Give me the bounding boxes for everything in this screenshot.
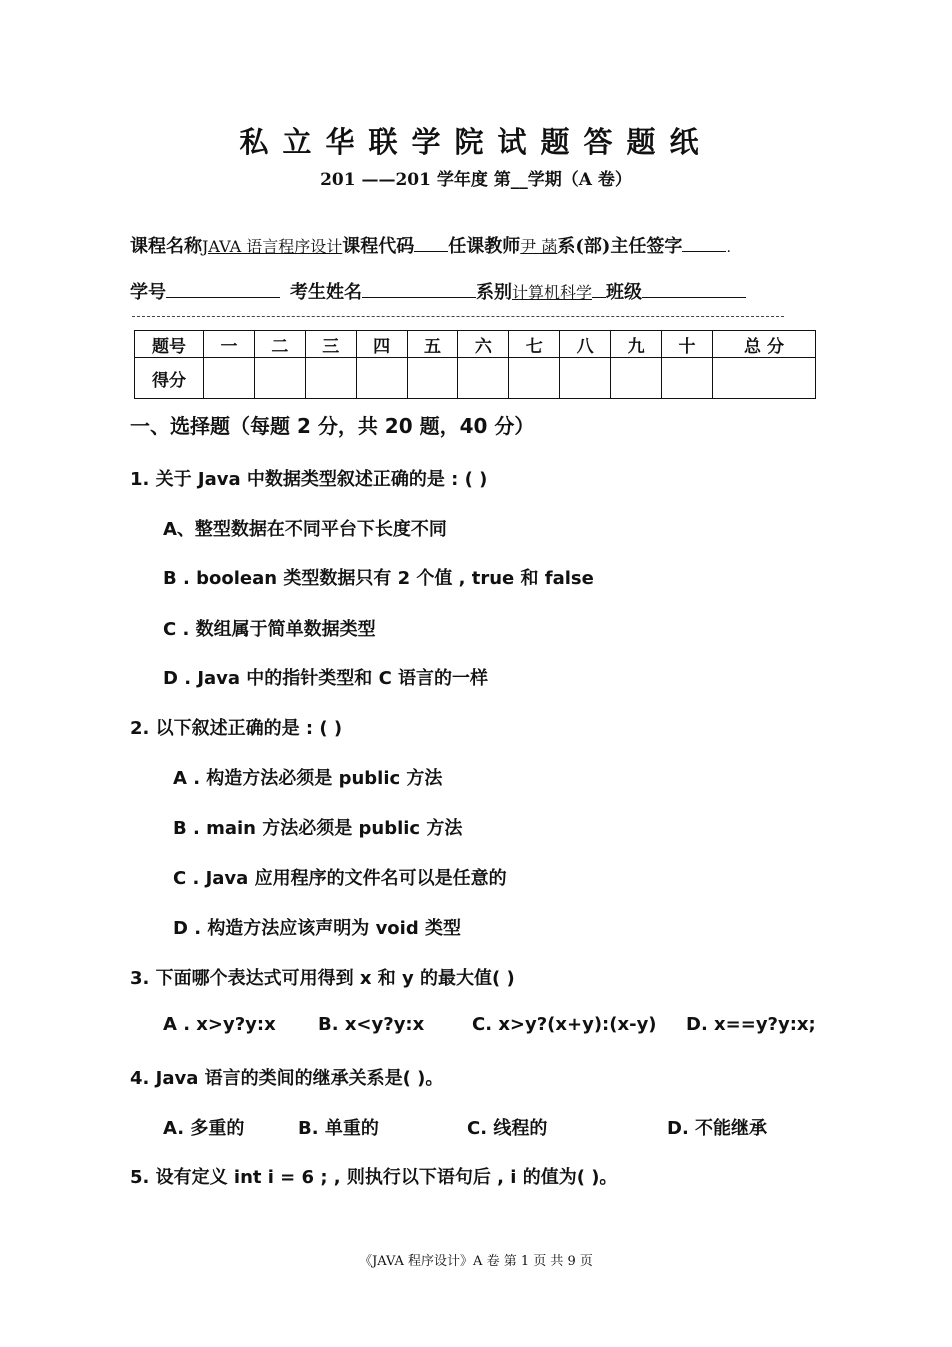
question-3-option-a: A . x>y?y:x	[163, 1014, 276, 1035]
score-cell	[458, 358, 509, 399]
score-cell	[611, 358, 662, 399]
trailing-dot: .	[726, 240, 731, 256]
score-col-9: 九	[611, 331, 662, 358]
course-name-value: JAVA 语言程序设计	[202, 237, 343, 256]
question-4-option-b: B. 单重的	[298, 1118, 379, 1139]
question-2-option-b: B . main 方法必须是 public 方法	[173, 818, 463, 839]
score-cell	[662, 358, 713, 399]
question-4-option-c: C. 线程的	[467, 1118, 548, 1139]
student-id-label: 学号	[130, 282, 166, 303]
score-cell	[509, 358, 560, 399]
score-table	[134, 330, 816, 399]
dept-sign-label: 系(部)主任签字	[557, 236, 683, 257]
dept-value: 计算机科学	[512, 283, 593, 302]
dept-blank	[592, 281, 606, 298]
dept-label: 系别	[476, 282, 512, 303]
question-4-option-d: D. 不能继承	[667, 1118, 768, 1139]
question-1-option-c: C . 数组属于简单数据类型	[163, 619, 376, 640]
score-col-6: 六	[458, 331, 509, 358]
score-cell	[407, 358, 458, 399]
question-4-option-a: A. 多重的	[163, 1118, 245, 1139]
class-label: 班级	[606, 282, 643, 303]
total-score-label: 总 分	[713, 331, 816, 358]
score-cell	[254, 358, 305, 399]
question-5-stem: 5. 设有定义 int i = 6 ; , 则执行以下语句后 , i 的值为( )。	[130, 1167, 618, 1188]
course-code-label: 课程代码	[342, 236, 415, 257]
score-col-1: 一	[204, 331, 255, 358]
score-col-3: 三	[305, 331, 356, 358]
teacher-value: 尹 菡	[520, 237, 558, 256]
page-subtitle: 201 ——201 学年度 第__学期（A 卷）	[320, 170, 632, 190]
student-id-blank	[166, 281, 280, 298]
question-3-option-c: C. x>y?(x+y):(x-y)	[472, 1014, 657, 1035]
question-1-stem: 1. 关于 Java 中数据类型叙述正确的是 : ( )	[130, 469, 488, 490]
score-cell	[305, 358, 356, 399]
question-3-option-b: B. x<y?y:x	[318, 1014, 425, 1035]
student-name-blank	[362, 281, 476, 298]
score-col-2: 二	[254, 331, 305, 358]
info-row-student	[130, 278, 746, 304]
page-title: 私立华联学院试题答题纸	[239, 125, 713, 159]
cut-line	[132, 316, 784, 317]
score-col-4: 四	[356, 331, 407, 358]
dept-sign-blank	[682, 235, 726, 252]
teacher-label: 任课教师	[448, 236, 521, 257]
student-name-label: 考生姓名	[290, 282, 362, 303]
class-blank	[642, 281, 746, 298]
total-score-cell	[713, 358, 816, 399]
question-1-option-d: D . Java 中的指针类型和 C 语言的一样	[163, 668, 489, 689]
question-number-label: 题号	[135, 331, 204, 358]
score-col-8: 八	[560, 331, 611, 358]
question-1-option-b: B . boolean 类型数据只有 2 个值 , true 和 false	[163, 568, 594, 589]
section-title-choice: 一、选择题（每题 2 分，共 20 题，40 分）	[130, 414, 535, 438]
course-code-blank	[414, 235, 448, 252]
score-cell	[560, 358, 611, 399]
question-2-option-c: C . Java 应用程序的文件名可以是任意的	[173, 868, 507, 889]
question-3-stem: 3. 下面哪个表达式可用得到 x 和 y 的最大值( )	[130, 968, 515, 989]
score-table-score-row	[135, 358, 816, 399]
question-3-option-d: D. x==y?y:x;	[686, 1014, 816, 1035]
page-footer: 《JAVA 程序设计》A 卷 第 1 页 共 9 页	[359, 1254, 593, 1269]
course-name-label: 课程名称	[130, 236, 202, 257]
question-4-stem: 4. Java 语言的类间的继承关系是( )。	[130, 1068, 444, 1089]
question-2-option-d: D . 构造方法应该声明为 void 类型	[173, 918, 461, 939]
score-table-header-row	[135, 331, 816, 358]
score-cell	[204, 358, 255, 399]
score-col-7: 七	[509, 331, 560, 358]
score-col-10: 十	[662, 331, 713, 358]
score-row-label: 得分	[135, 358, 204, 399]
question-2-option-a: A . 构造方法必须是 public 方法	[173, 768, 443, 789]
info-row-course	[130, 232, 731, 258]
score-cell	[356, 358, 407, 399]
question-2-stem: 2. 以下叙述正确的是 : ( )	[130, 718, 343, 739]
score-col-5: 五	[407, 331, 458, 358]
question-1-option-a: A、整型数据在不同平台下长度不同	[163, 519, 447, 540]
